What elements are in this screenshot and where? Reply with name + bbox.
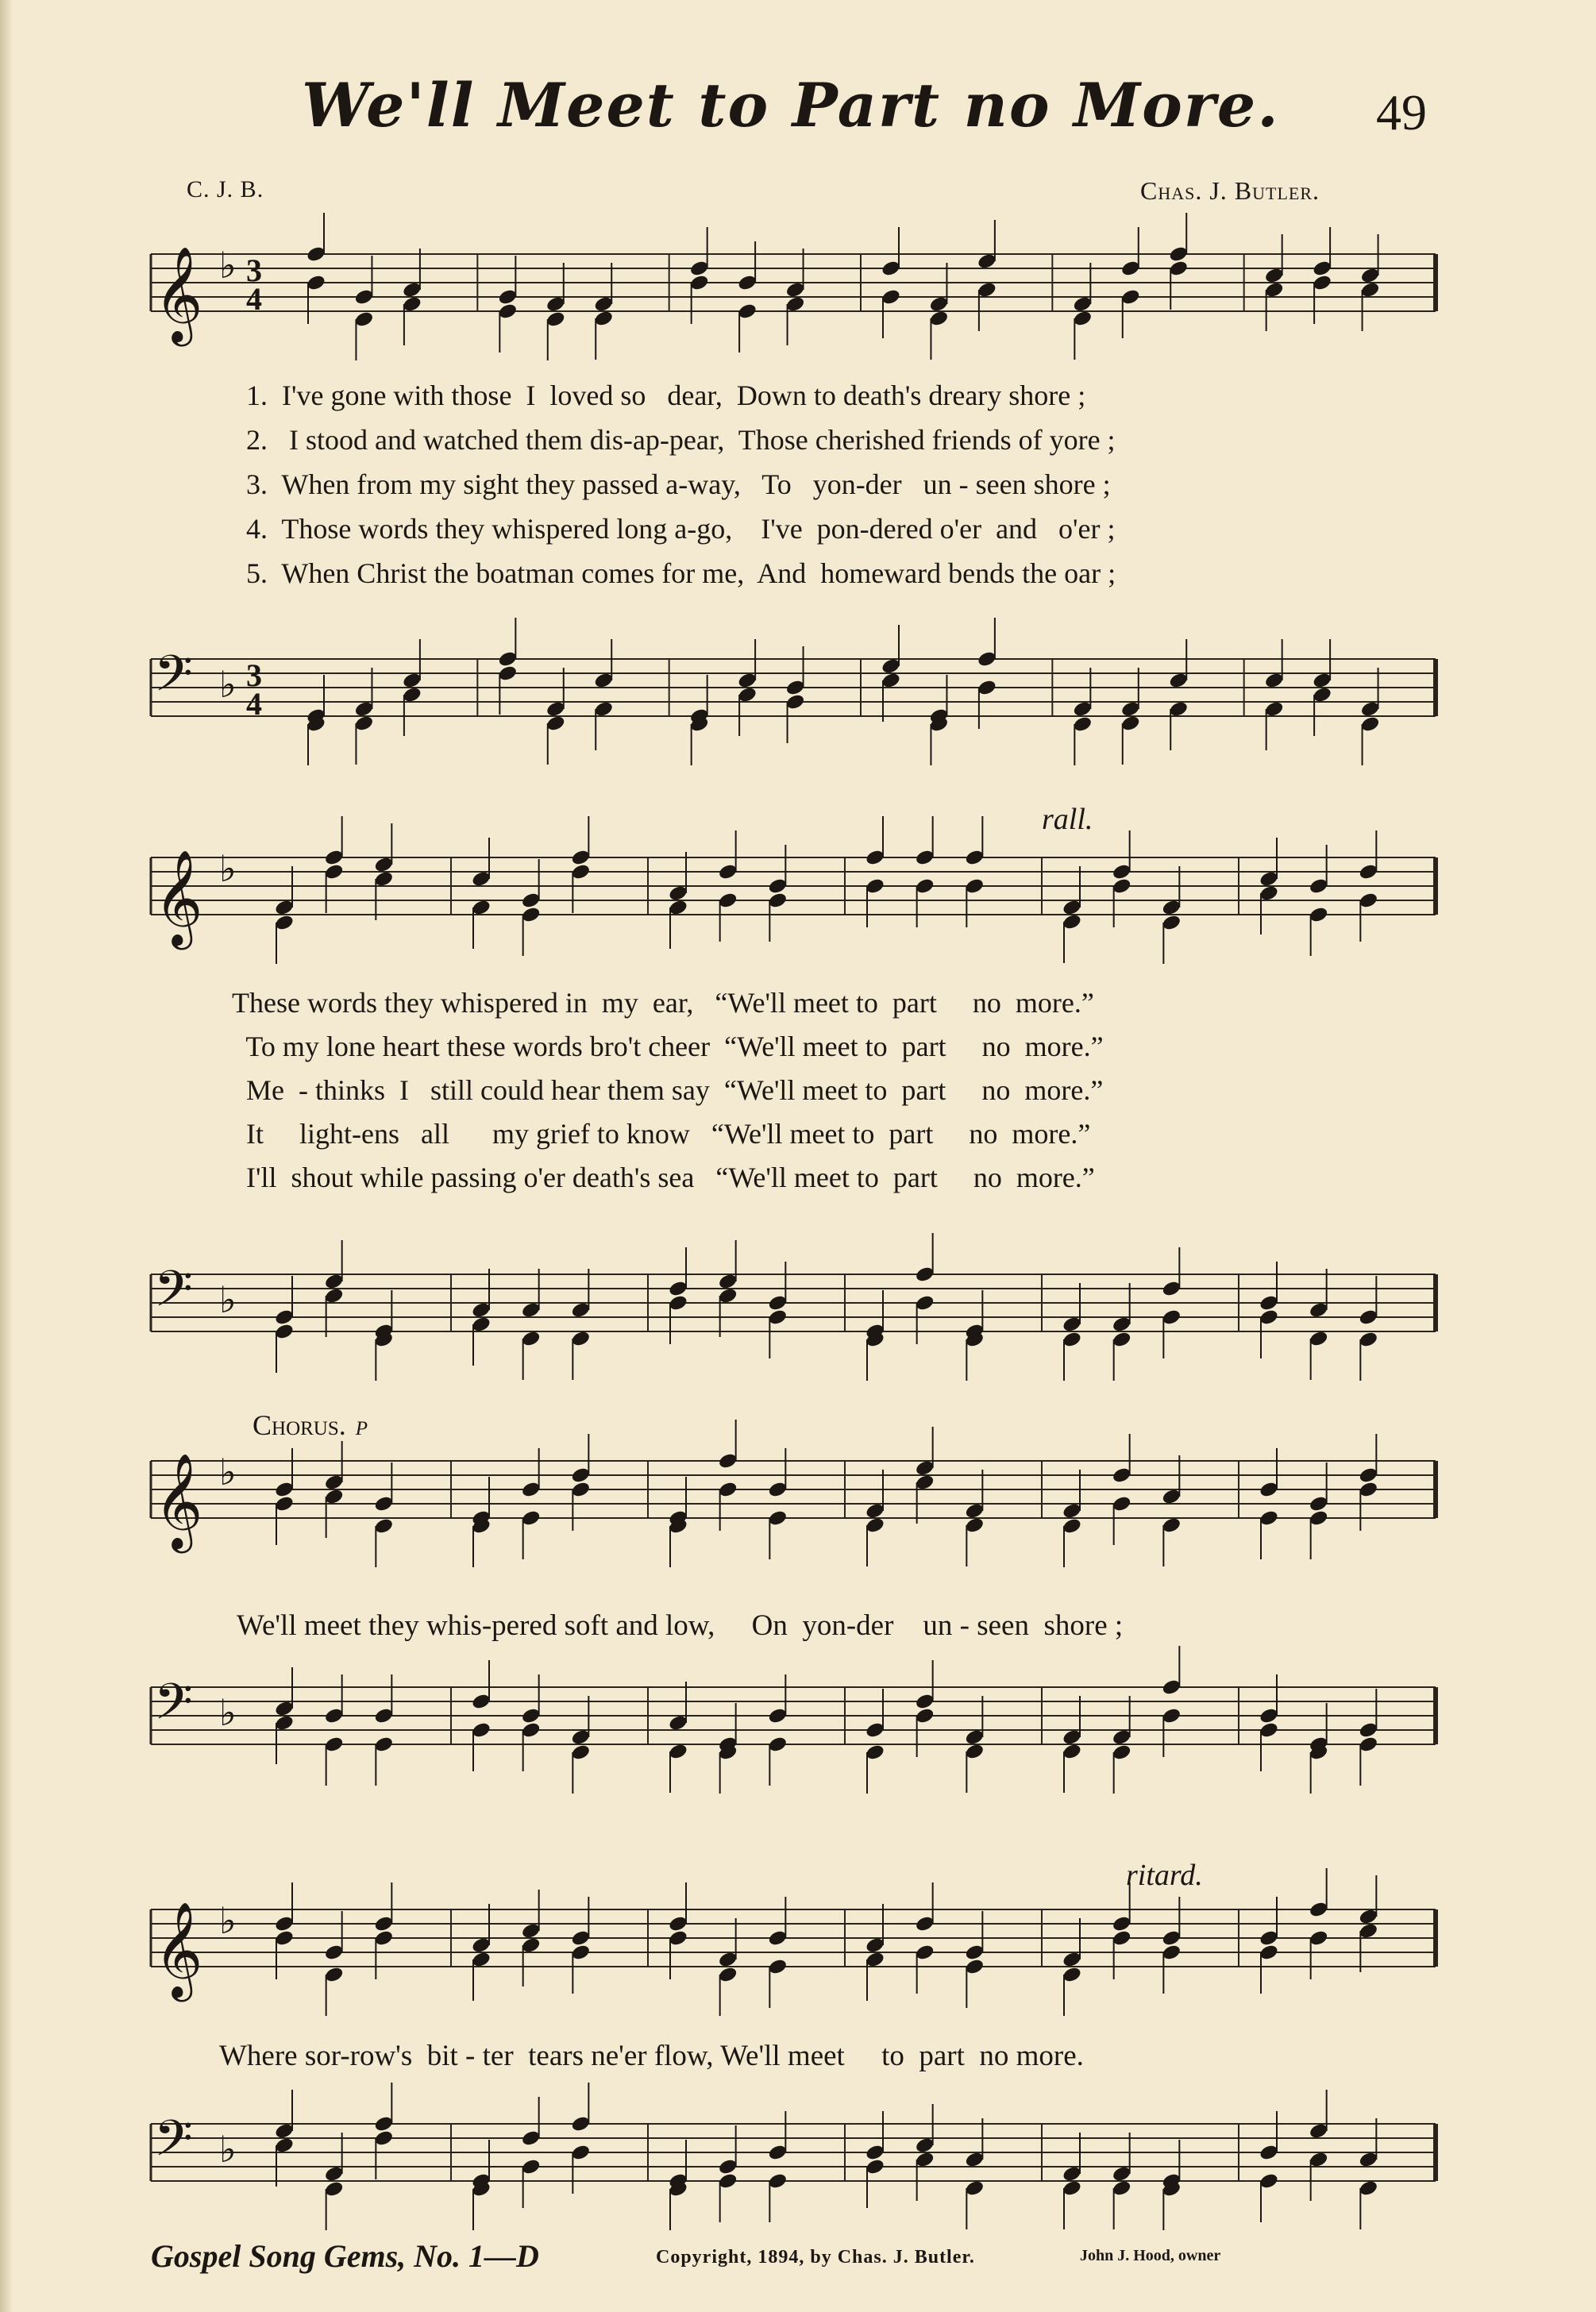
treble-staff-2	[0, 842, 1453, 946]
book-footer: Gospel Song Gems, No. 1—D	[151, 2238, 539, 2274]
composer-credit: Chas. J. Butler.	[1140, 176, 1320, 205]
hymn-title: We'll Meet to Part no More.	[302, 70, 1280, 141]
refrain-line: These words they whispered in my ear, “We'll meet to part no more.”	[232, 987, 1094, 1019]
lyricist-credit: C. J. B.	[187, 176, 264, 202]
refrain-line: To my lone heart these words bro't cheer “We'll meet to part no more.”	[232, 1031, 1104, 1062]
verse-line: 4. Those words they whispered long a-go, I've pon-dered o'er and o'er ;	[246, 513, 1116, 545]
bass-staff-2	[0, 1258, 1453, 1354]
time-signature-top: 3	[246, 657, 262, 693]
dynamic-marking: p	[355, 1409, 368, 1441]
bass-clef-icon: 𝄢	[154, 1672, 193, 1743]
refrain-line: I'll shout while passing o'er death's sea “We'll meet to part no more.”	[232, 1162, 1095, 1193]
page-number: 49	[1376, 84, 1427, 141]
ritard-marking: ritard.	[1126, 1859, 1203, 1892]
treble-staff-1	[0, 238, 1453, 342]
bass-clef-icon: 𝄢	[154, 1259, 193, 1330]
key-signature-flat-icon: ♭	[219, 1691, 237, 1734]
refrain-lyrics	[232, 981, 1104, 1200]
time-signature-bottom: 4	[246, 281, 262, 317]
time-signature-top: 3	[246, 252, 262, 288]
verse-lyrics	[246, 373, 1116, 595]
treble-clef-icon: 𝄞	[154, 849, 203, 946]
bass-staff-3	[0, 1671, 1453, 1767]
key-signature-flat-icon: ♭	[219, 2128, 237, 2171]
refrain-line: It light-ens all my grief to know “We'll meet to part no more.”	[232, 1118, 1091, 1150]
verse-line: 3. When from my sight they passed a-way, To yon-der un - seen shore ;	[246, 468, 1111, 500]
bass-staff-4	[0, 2108, 1453, 2203]
chorus-lyric-line-1: We'll meet they whis-pered soft and low, On yon-der un - seen shore ;	[237, 1609, 1124, 1642]
chorus-label	[253, 1408, 368, 1442]
rall-marking: rall.	[1042, 803, 1093, 836]
key-signature-flat-icon: ♭	[219, 847, 237, 890]
treble-staff-4	[0, 1894, 1453, 1998]
chorus-label-text: Chorus.	[253, 1409, 346, 1441]
owner-notice: John J. Hood, owner	[1080, 2247, 1221, 2264]
treble-staff-3	[0, 1445, 1453, 1549]
treble-clef-icon: 𝄞	[154, 245, 203, 342]
verse-line: 1. I've gone with those I loved so dear, Down to death's dreary shore ;	[246, 380, 1086, 411]
bass-staff-1	[0, 643, 1453, 738]
bass-clef-icon: 𝄢	[154, 644, 193, 715]
verse-line: 2. I stood and watched them dis-ap-pear, Those cherished friends of yore ;	[246, 424, 1116, 456]
key-signature-flat-icon: ♭	[219, 1899, 237, 1942]
refrain-line: Me - thinks I still could hear them say “We'll meet to part no more.”	[232, 1074, 1104, 1106]
key-signature-flat-icon: ♭	[219, 1278, 237, 1321]
copyright-notice: Copyright, 1894, by Chas. J. Butler.	[656, 2247, 975, 2268]
key-signature-flat-icon: ♭	[219, 663, 237, 706]
chorus-lyric-line-2: Where sor-row's bit - ter tears ne'er flow, We'll meet to part no more.	[219, 2040, 1084, 2072]
key-signature-flat-icon: ♭	[219, 244, 237, 287]
verse-line: 5. When Christ the boatman comes for me, And homeward bends the oar ;	[246, 557, 1116, 589]
bass-clef-icon: 𝄢	[154, 2109, 193, 2179]
time-signature-bottom: 4	[246, 686, 262, 722]
treble-clef-icon: 𝄞	[154, 1901, 203, 1998]
key-signature-flat-icon: ♭	[219, 1451, 237, 1493]
treble-clef-icon: 𝄞	[154, 1452, 203, 1549]
